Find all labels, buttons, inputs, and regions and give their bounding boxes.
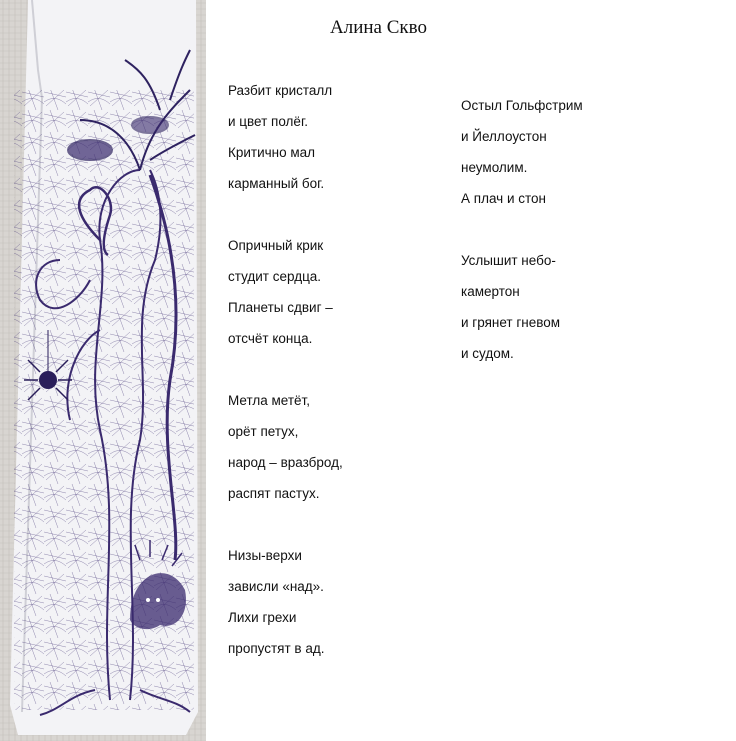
poem-line: Услышит небо- xyxy=(461,253,556,268)
poem-line: А плач и стон xyxy=(461,191,546,206)
poem-line: Опричный крик xyxy=(228,238,324,253)
poem-line: карманный бог. xyxy=(228,176,325,191)
poem-line: Лихи грехи xyxy=(228,610,297,625)
poem-line: Остыл Гольфстрим xyxy=(461,98,583,113)
poem-line: Метла метёт, xyxy=(228,393,310,408)
poem-line: неумолим. xyxy=(461,160,528,175)
poem-line: пропустят в ад. xyxy=(228,641,325,656)
poem-line: народ – вразброд, xyxy=(228,455,343,470)
stanza-gap xyxy=(461,221,583,252)
poem-line: Планеты сдвиг – xyxy=(228,300,333,315)
stanza-gap xyxy=(228,206,343,237)
poem-line: и судом. xyxy=(461,346,514,361)
poem-line: и цвет полёг. xyxy=(228,114,308,129)
poem-line: орёт петух, xyxy=(228,424,299,439)
poem-column-right xyxy=(461,97,583,376)
stanza xyxy=(461,252,583,376)
poem-line: отсчёт конца. xyxy=(228,331,313,346)
poem-line: Разбит кристалл xyxy=(228,83,333,98)
stanza-gap xyxy=(228,516,343,547)
ink-drawing xyxy=(0,0,206,741)
bookmark-illustration xyxy=(0,0,206,741)
poem-line: камертон xyxy=(461,284,520,299)
poem-line: и Йеллоустон xyxy=(461,129,547,144)
stanza xyxy=(228,547,343,671)
poem-line: зависли «над». xyxy=(228,579,324,594)
poem-column-left xyxy=(228,82,343,671)
stanza xyxy=(228,82,343,206)
stanza xyxy=(228,392,343,516)
poem-author: Алина Скво xyxy=(330,17,427,38)
stanza-gap xyxy=(228,361,343,392)
poem-line: и грянет гневом xyxy=(461,315,561,330)
poem-line: Критично мал xyxy=(228,145,316,160)
poem-line: Низы-верхи xyxy=(228,548,302,563)
poem-line: студит сердца. xyxy=(228,269,322,284)
poem-line: распят пастух. xyxy=(228,486,320,501)
stanza xyxy=(461,97,583,221)
stanza xyxy=(228,237,343,361)
